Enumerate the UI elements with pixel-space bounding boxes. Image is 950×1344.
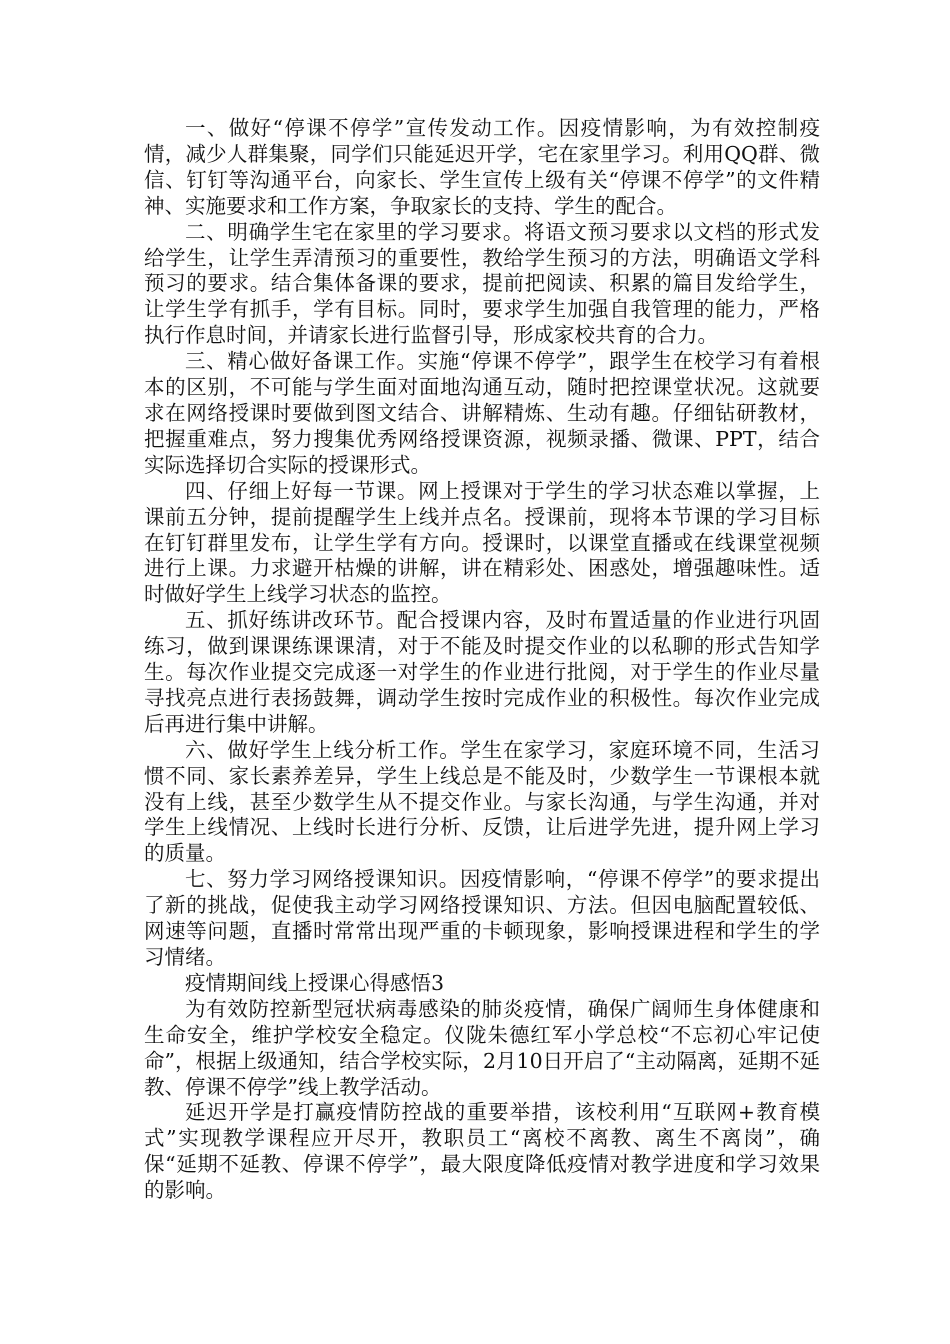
paragraph-6: 六、做好学生上线分析工作。学生在家学习，家庭环境不同，生活习惯不同、家长素养差异，学生上线总是不能及时，少数学生一节课根本就没有上线，甚至少数学生从不提交作业。与家长沟通，与学生沟通，并对学生上线情况、上线时长进行分析、反馈，让后进学先进，提升网上学习的质量。 <box>144 737 820 866</box>
paragraph-7: 七、努力学习网络授课知识。因疫情影响，“停课不停学”的要求提出了新的挑战，促使我主动学习网络授课知识、方法。但因电脑配置较低、网速等问题，直播时常常出现严重的卡顿现象，影响授课进程和学生的学习情绪。 <box>144 867 820 969</box>
paragraph-5: 五、抓好练讲改环节。配合授课内容，及时布置适量的作业进行巩固练习，做到课课练课课清，对于不能及时提交作业的以私聊的形式告知学生。每次作业提交完成逐一对学生的作业进行批阅，对于学生的作业尽量寻找亮点进行表扬鼓舞，调动学生按时完成作业的积极性。每次作业完成后再进行集中讲解。 <box>144 608 820 736</box>
paragraph-1: 一、做好“停课不停学”宣传发动工作。因疫情影响，为有效控制疫情，减少人群集聚，同学们只能延迟开学，宅在家里学习。利用QQ群、微信、钉钉等沟通平台，向家长、学生宣传上级有关“停课不停学”的文件精神、实施要求和工作方案，争取家长的支持、学生的配合。 <box>144 116 820 218</box>
paragraph-3: 三、精心做好备课工作。实施“停课不停学”，跟学生在校学习有着根本的区别，不可能与学生面对面地沟通互动，随时把控课堂状况。这就要求在网络授课时要做到图文结合、讲解精炼、生动有趣。仔细钻研教材，把握重难点，努力搜集优秀网络授课资源，视频录播、微课、PPT，结合实际选择切合实际的授课形式。 <box>144 349 820 477</box>
section-heading: 疫情期间线上授课心得感悟3 <box>185 970 445 995</box>
paragraph-2: 二、明确学生宅在家里的学习要求。将语文预习要求以文档的形式发给学生，让学生弄清预习的重要性，教给学生预习的方法，明确语文学科预习的要求。结合集体备课的要求，提前把阅读、积累的篇目发给学生，让学生学有抓手，学有目标。同时，要求学生加强自我管理的能力，严格执行作息时间，并请家长进行监督引导，形成家校共育的合力。 <box>144 219 820 348</box>
document-page <box>144 116 820 1204</box>
paragraph-9: 延迟开学是打赢疫情防控战的重要举措，该校利用“互联网+教育模式”实现教学课程应开尽开，教职员工“离校不离教、离生不离岗”，确保“延期不延教、停课不停学”，最大限度降低疫情对教学进度和学习效果的影响。 <box>144 1100 820 1203</box>
paragraph-4: 四、仔细上好每一节课。网上授课对于学生的学习状态难以掌握，上课前五分钟，提前提醒学生上线并点名。授课前，现将本节课的学习目标在钉钉群里发布，让学生学有方向。授课时，以课堂直播或在线课堂视频进行上课。力求避开枯燥的讲解，讲在精彩处、困惑处，增强趣味性。适时做好学生上线学习状态的监控。 <box>144 478 820 607</box>
paragraph-8: 为有效防控新型冠状病毒感染的肺炎疫情，确保广阔师生身体健康和生命安全，维护学校安全稳定。仪陇朱德红军小学总校“不忘初心牢记使命”，根据上级通知，结合学校实际，2月10日开启了“主动隔离，延期不延教、停课不停学”线上教学活动。 <box>144 996 820 1099</box>
